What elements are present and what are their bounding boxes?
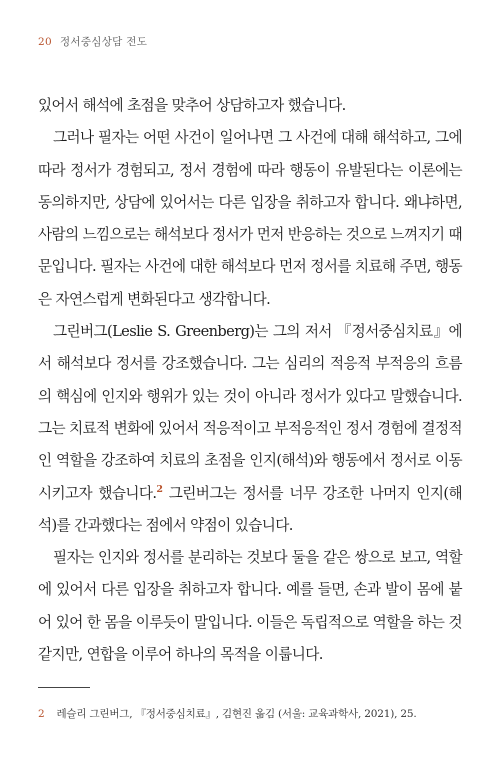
page-number: 20 [38, 36, 52, 48]
paragraph-text: 그린버그는 정서를 너무 강조한 나머지 인지(해석)를 간과했다는 점에서 약점이 있습니다. [38, 484, 462, 534]
running-header [38, 34, 147, 49]
paragraph-text: 그린버그(Leslie S. Greenberg)는 그의 저서 『정서중심치료』에서 해석보다 정서를 강조했습니다. 그는 심리의 적응적 부적응의 흐름의 핵심에 인지와 행위가 있는 것이 아니라 정서가 있다고 말했습니다. 그는 치료적 변화에 있어서 적응적이고 부적응적인 정서 경험에 결정적인 역할을 강조하여 치료의 초점을 인지(해석)와 행동에서 정서로 이동시키고자 했습니다. [38, 323, 462, 502]
paragraph-continued: 있어서 해석에 초점을 맞추어 상담하고자 했습니다. [38, 97, 346, 114]
footnote-reference[interactable]: 2 [156, 483, 163, 495]
paragraph: 그러나 필자는 어떤 사건이 일어나면 그 사건에 대해 해석하고, 그에 따라 정서가 경험되고, 정서 경험에 따라 행동이 유발된다는 이론에는 동의하지만, 상담에 있어서는 다른 입장을 취하고자 합니다. 왜냐하면, 사람의 느낌으로는 해석보다 정서가 먼저 반응하는 것으로 느껴지기 때문입니다. 필자는 사건에 대한 해석보다 먼저 정서를 치료해 주면, 행동은 자연스럽게 변화된다고 생각합니다. [38, 129, 462, 308]
paragraph-greenberg [38, 316, 462, 542]
footnote-text: 레슬리 그린버그, 『정서중심치료』, 김현진 옮김 (서울: 교육과학사, 2021), 25. [56, 708, 417, 720]
running-title: 정서중심상담 전도 [59, 36, 148, 48]
footnote [38, 706, 468, 721]
body-text [38, 90, 462, 671]
footnote-number: 2 [38, 708, 45, 720]
footnote-divider [38, 687, 90, 688]
paragraph: 필자는 인지와 정서를 분리하는 것보다 둘을 같은 쌍으로 보고, 역할에 있어서 다른 입장을 취하고자 합니다. 예를 들면, 손과 발이 몸에 붙어 있어 한 몸을 이루듯이 말입니다. 이들은 독립적으로 역할을 하는 것 같지만, 연합을 이루어 하나의 목적을 이룹니다. [38, 549, 462, 664]
